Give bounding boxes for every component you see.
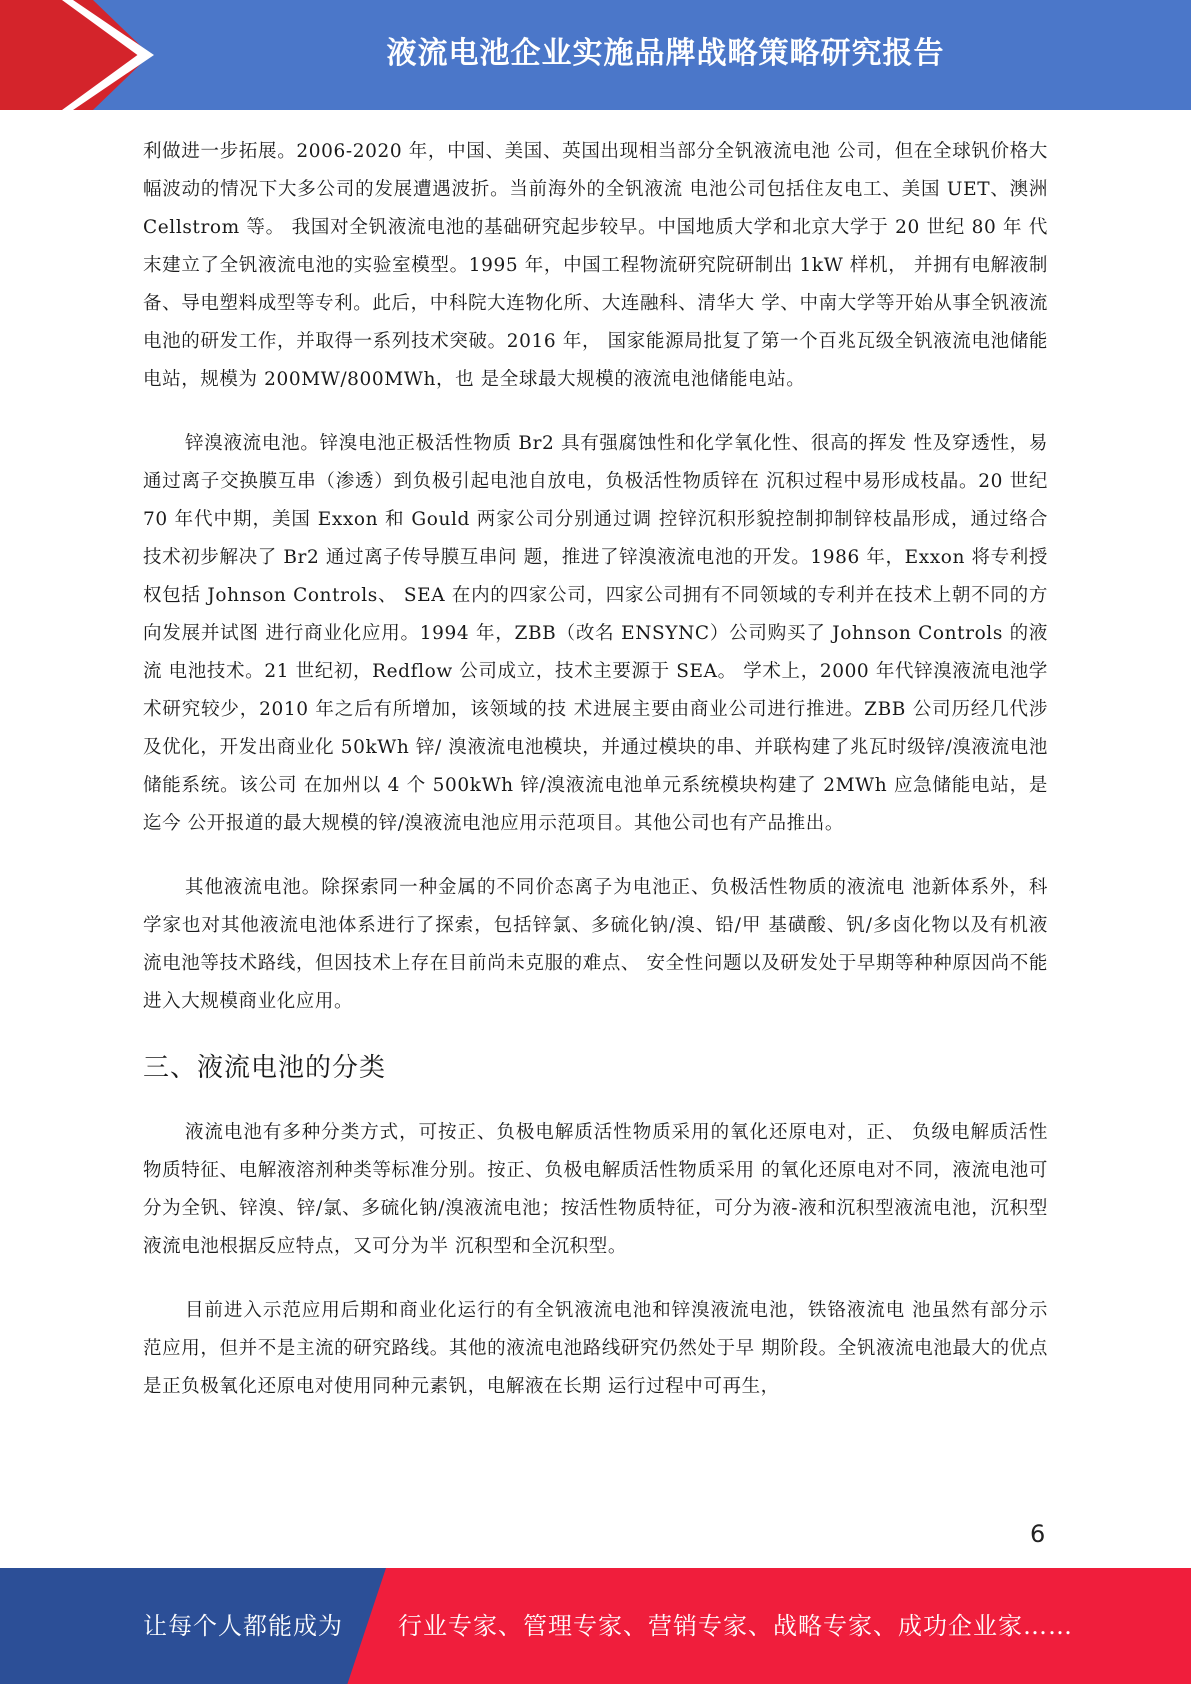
page-content [143,133,1048,1432]
report-title: 液流电池企业实施品牌战略策略研究报告 [386,36,945,71]
paragraph-zinc-bromine: 锌溴液流电池。锌溴电池正极活性物质 Br2 具有强腐蚀性和化学氧化性、很高的挥发 性及穿透性，易通过离子交换膜互串（渗透）到负极引起电池自放电，负极活性物质锌在 沉积过程中易形成枝晶。20 世纪 70 年代中期，美国 Exxon 和 Gould 两家公司分别通过调 控锌沉积形貌控制抑制锌枝晶形成，通过络合技术初步解决了 Br2 通过离子传导膜互串问 题，推进了锌溴液流电池的开发。1986 年，Exxon 将专利授权包括 Johnson Controls、 SEA 在内的四家公司，四家公司拥有不同领域的专利并在技术上朝不同的方向发展并试图 进行商业化应用。1994 年，ZBB（改名 ENSYNC）公司购买了 Johnson Controls 的液流 电池技术。21 世纪初，Redflow 公司成立，技术主要源于 SEA。 学术上，2000 年代锌溴液流电池学术研究较少，2010 年之后有所增加，该领域的技 术进展主要由商业公司进行推进。ZBB 公司历经几代涉及优化，开发出商业化 50kWh 锌/ 溴液流电池模块，并通过模块的串、并联构建了兆瓦时级锌/溴液流电池储能系统。该公司 在加州以 4 个 500kWh 锌/溴液流电池单元系统模块构建了 2MWh 应急储能电站，是迄今 公开报道的最大规模的锌/溴液流电池应用示范项目。其他公司也有产品推出。 [143,433,1048,834]
paragraph-commercial-status: 目前进入示范应用后期和商业化运行的有全钒液流电池和锌溴液流电池，铁铬液流电 池虽然有部分示范应用，但并不是主流的研究路线。其他的液流电池路线研究仍然处于早 期阶段。全钒液流电池最大的优点是正负极氧化还原电对使用同种元素钒，电解液在长期 运行过程中可再生， [143,1300,1048,1397]
paragraph-classification: 液流电池有多种分类方式，可按正、负极电解质活性物质采用的氧化还原电对，正、 负级电解质活性物质特征、电解液溶剂种类等标准分别。按正、负极电解质活性物质采用 的氧化还原电对不同，液流电池可分为全钒、锌溴、锌/氯、多硫化钠/溴液流电池；按活性物质特征，可分为液-液和沉积型液流电池，沉积型液流电池根据反应特点，又可分为半 沉积型和全沉积型。 [143,1122,1048,1257]
section-heading: 三、液流电池的分类 [143,1053,387,1083]
paragraph-vanadium-history: 利做进一步拓展。2006-2020 年，中国、美国、英国出现相当部分全钒液流电池 公司，但在全球钒价格大幅波动的情况下大多公司的发展遭遇波折。当前海外的全钒液流 电池公司包括住友电工、美国 UET、澳洲 Cellstrom 等。 我国对全钒液流电池的基础研究起步较早。中国地质大学和北京大学于 20 世纪 80 年 代末建立了全钒液流电池的实验室模型。1995 年，中国工程物流研究院研制出 1kW 样机， 并拥有电解液制备、导电塑料成型等专利。此后，中科院大连物化所、大连融科、清华大 学、中南大学等开始从事全钒液流电池的研发工作，并取得一系列技术突破。2016 年， 国家能源局批复了第一个百兆瓦级全钒液流电池储能电站，规模为 200MW/800MWh，也 是全球最大规模的液流电池储能电站。 [143,141,1048,390]
page-footer [0,1568,1191,1684]
header-red-block [0,0,150,110]
page-header [0,0,1191,110]
page-number: 6 [1030,1520,1046,1548]
footer-slogan-right: 行业专家、管理专家、营销专家、战略专家、成功企业家…… [398,1612,1073,1640]
footer-slogan-left: 让每个人都能成为 [143,1612,343,1640]
paragraph-other-flow-batteries: 其他液流电池。除探索同一种金属的不同价态离子为电池正、负极活性物质的液流电 池新体系外，科学家也对其他液流电池体系进行了探索，包括锌氯、多硫化钠/溴、铅/甲 基磺酸、钒/多卤化物以及有机液流电池等技术路线，但因技术上存在目前尚未克服的难点、 安全性问题以及研发处于早期等种种原因尚不能进入大规模商业化应用。 [143,877,1048,1012]
